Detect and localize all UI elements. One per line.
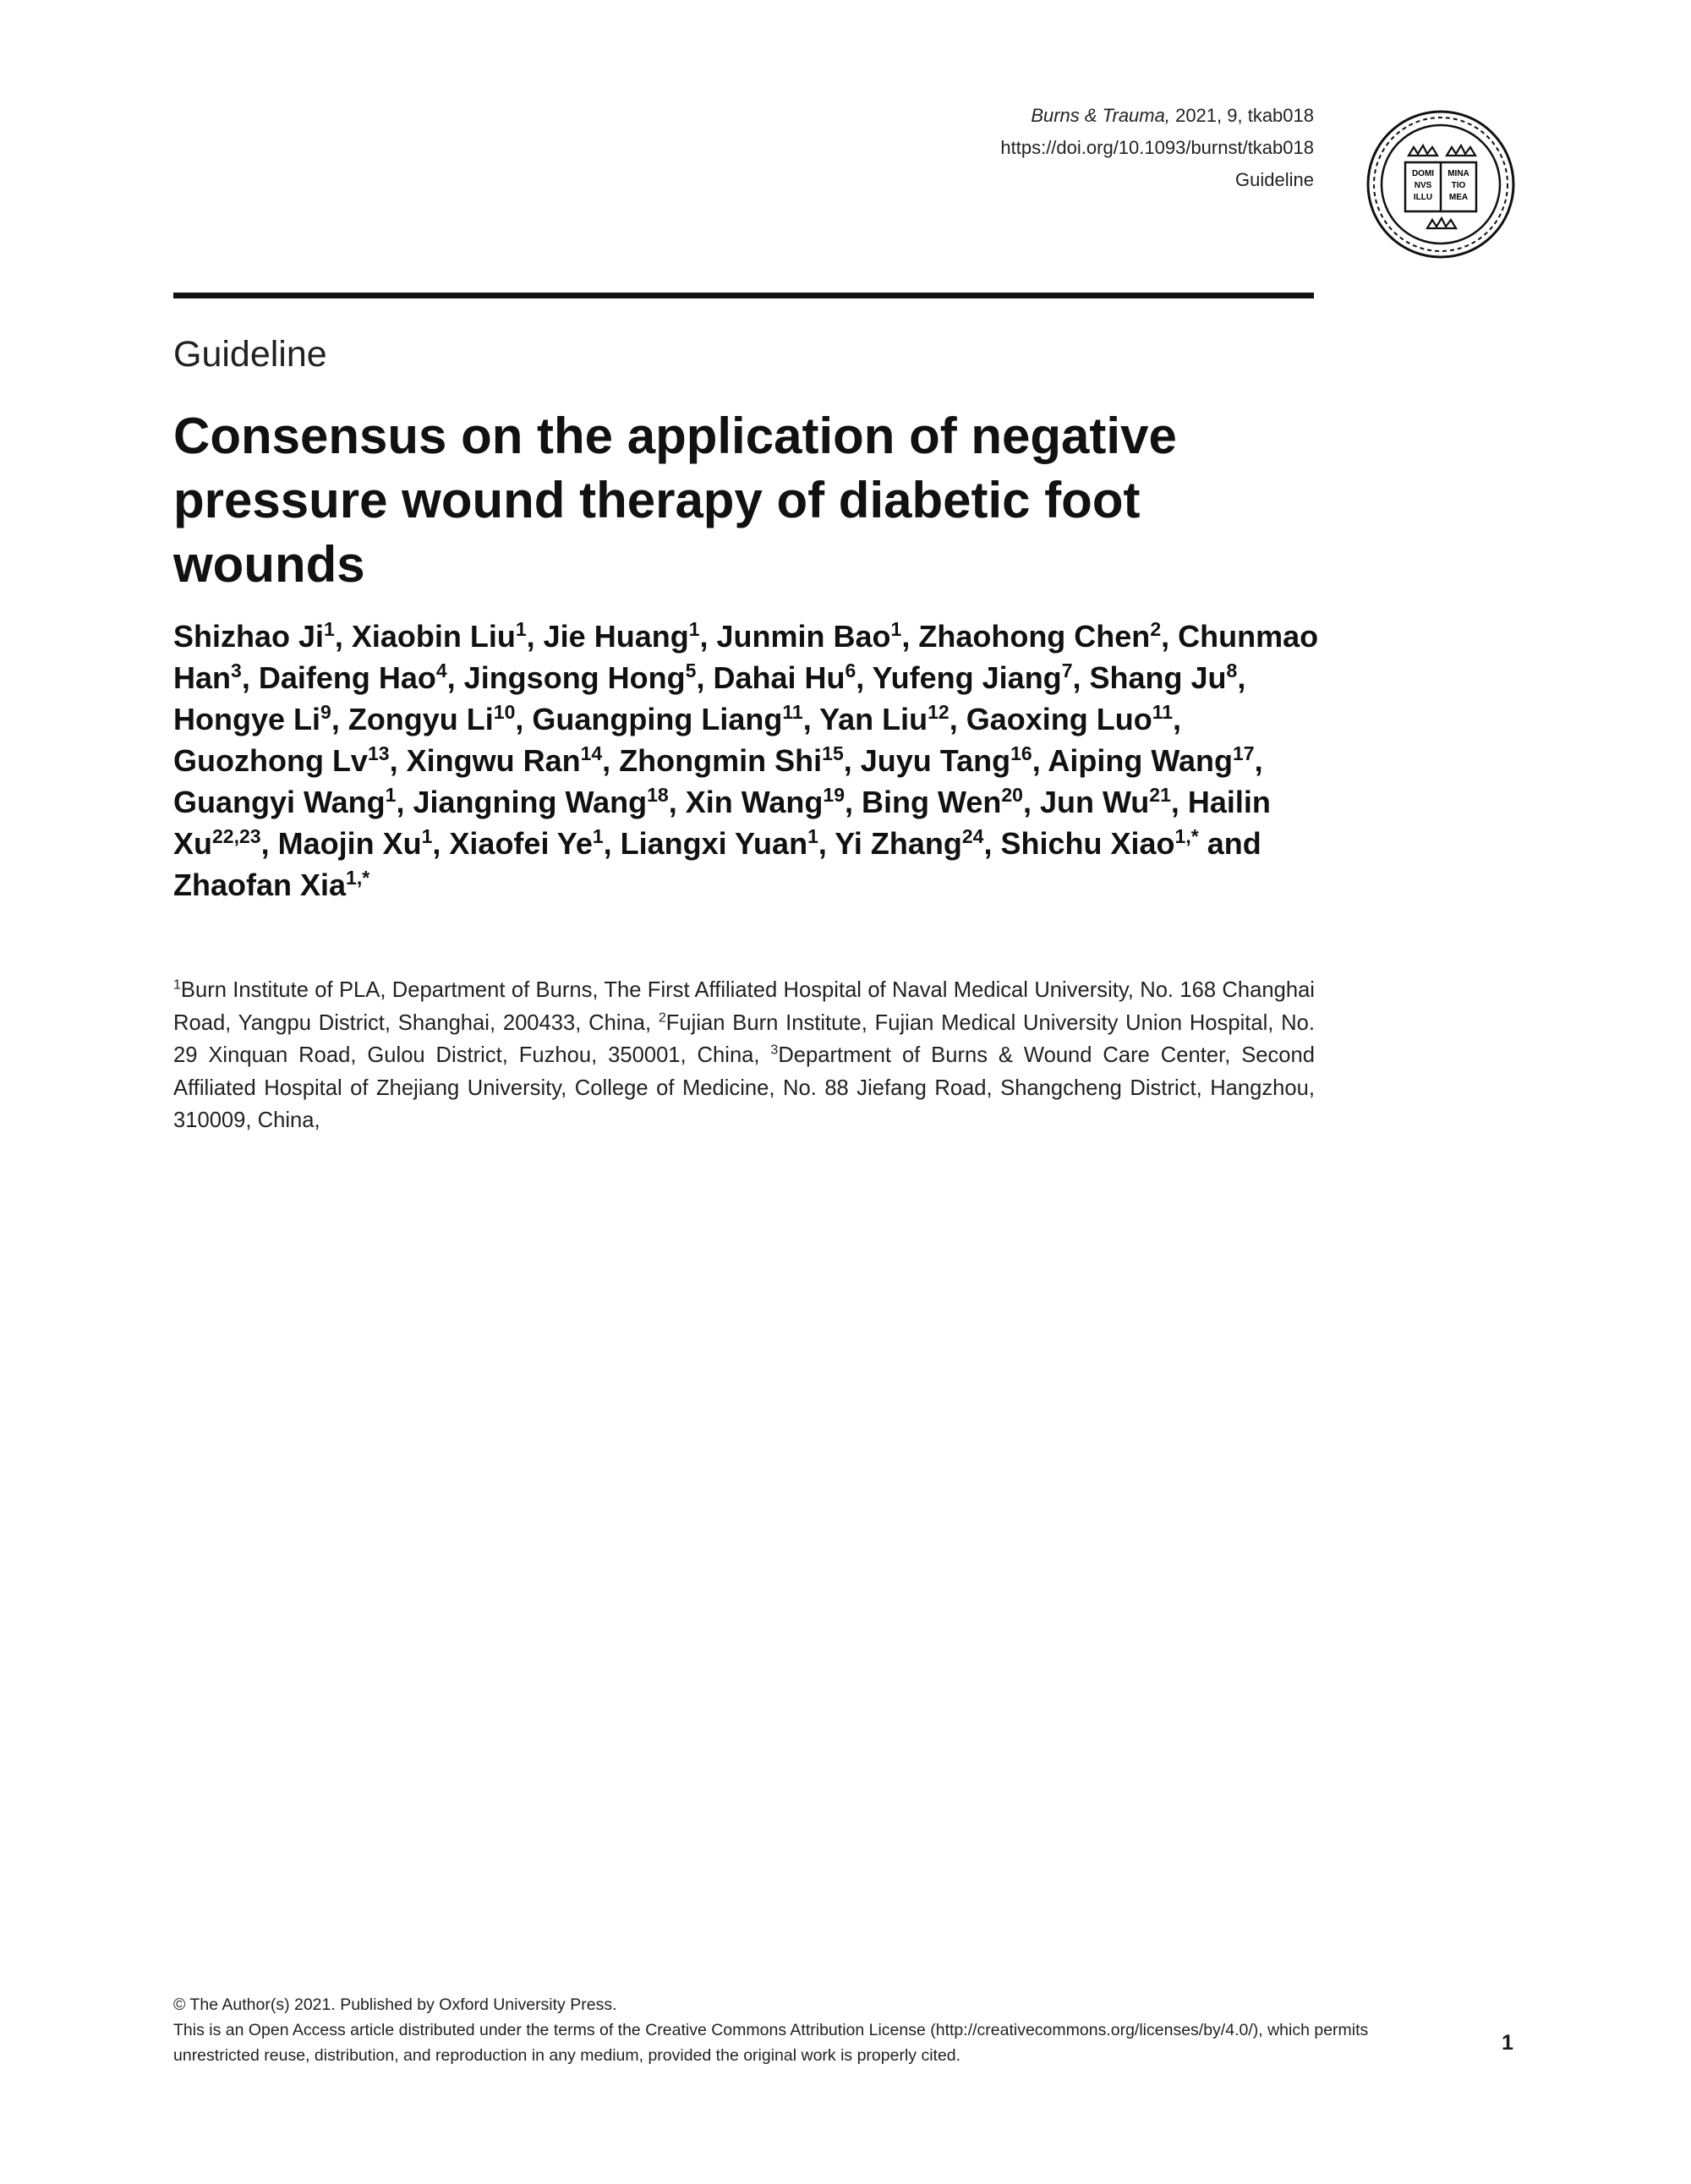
author-name: Daifeng Hao xyxy=(258,660,436,695)
author-name: Shizhao Ji xyxy=(173,619,325,654)
author-name: Guozhong Lv xyxy=(173,743,368,778)
author-name: Zhongmin Shi xyxy=(619,743,823,778)
author-name: Yufeng Jiang xyxy=(872,660,1062,695)
author-name: Maojin Xu xyxy=(277,826,422,861)
author-affiliation-marker: 12 xyxy=(928,701,949,723)
author-affiliation-marker: 1 xyxy=(592,825,604,847)
author-name: Zhaohong Chen xyxy=(918,619,1151,654)
author-name: Jie Huang xyxy=(543,619,689,654)
author-name: Liangxi Yuan xyxy=(620,826,808,861)
page-number: 1 xyxy=(1502,2031,1513,2055)
author-affiliation-marker: 1,* xyxy=(346,867,370,889)
author-name: Zongyu Li xyxy=(348,702,494,736)
affiliation-marker: 1 xyxy=(173,977,181,993)
volume-info: 2021, 9, tkab018 xyxy=(1169,105,1314,126)
author-name: Dahai Hu xyxy=(713,660,846,695)
author-name: Xiaobin Liu xyxy=(351,619,516,654)
author-name: Aiping Wang xyxy=(1048,743,1234,778)
article-type: Guideline xyxy=(1235,169,1314,190)
section-label: Guideline xyxy=(173,334,327,375)
author-name: Xiaofei Ye xyxy=(449,826,593,861)
author-affiliation-marker: 1 xyxy=(807,825,818,847)
author-name: Jun Wu xyxy=(1039,785,1150,819)
affiliation-text: Fujian Burn Institute, Fujian Medical University Union Hospital, No. 29 Xinquan Road, Gulou District, Fuzhou, 350001, China, xyxy=(173,1010,1315,1067)
seal-text-2: NVS xyxy=(1414,181,1432,190)
seal-text-6: MEA xyxy=(1448,193,1469,202)
author-affiliation-marker: 10 xyxy=(493,701,516,723)
author-affiliation-marker: 16 xyxy=(1010,742,1032,764)
footer xyxy=(173,1992,1450,2068)
citation-line xyxy=(1000,100,1314,132)
affiliation-text: Department of Burns & Wound Care Center, Second Affiliated Hospital of Zhejiang University, College of Medicine, No. 88 Jiefang Road, Shangcheng District, Hangzhou, 310009, China, xyxy=(173,1043,1315,1132)
author-affiliation-marker: 11 xyxy=(782,701,803,723)
journal-name: Burns & Trauma, xyxy=(1031,105,1170,126)
author-name: Xingwu Ran xyxy=(406,743,581,778)
author-list: Shizhao Ji$^1$, Xiaobin Liu$^1$, Jie Huang$^1$, Junmin Bao$^1$, Zhaohong Chen$^2$, Chunmao Han$^3$, Daifeng Hao$^4$, Jingsong Hong$^5$, Dahai Hu$^6$, Yufeng Jiang$^7$, Shang Ju$^8$, Hongye Li$^9$, Zongyu Li$^{10}$, Guangping Liang$^{11}$, Yan Liu$^{12}$, Gaoxing Luo$^{11}$, Guozhong Lv$^{13}$, Xingwu Ran$^{14}$, Zhongmin Shi$^{15}$, Juyu Tang$^{16}$, Aiping Wang$^{17}$, Guangyi Wang$^1$, Jiangning Wang$^{18}$, Xin Wang$^{19}$, Bing Wen$^{20}$, Jun Wu$^{21}$, Hailin Xu$^{22,23}$, Maojin Xu$^1$, Xiaofei Ye$^1$, Liangxi Yuan$^1$, Yi Zhang$^{24}$, Shichu Xiao$^{1,*}$ and Zhaofan Xia$^{1,*}$ xyxy=(173,618,1319,902)
author-conjunction: and xyxy=(1207,826,1261,861)
author-name: Yan Liu xyxy=(819,702,928,736)
author-affiliation-marker: 1 xyxy=(385,784,397,806)
author-affiliation-marker: 7 xyxy=(1061,660,1073,681)
author-affiliation-marker: 24 xyxy=(961,825,984,847)
article-title: Consensus on the application of negative pressure wound therapy of diabetic foot wounds xyxy=(173,408,1177,593)
affiliation-marker: 3 xyxy=(770,1043,779,1058)
author-name: Shichu Xiao xyxy=(1000,826,1175,861)
author-affiliation-marker: 13 xyxy=(367,742,390,764)
seal-text-1: DOMI xyxy=(1411,169,1435,178)
affiliation-text: Burn Institute of PLA, Department of Burns, The First Affiliated Hospital of Naval Medical University, No. 168 Changhai Road, Yangpu District, Shanghai, 200433, China, xyxy=(173,978,1315,1035)
author-affiliation-marker: 5 xyxy=(685,660,697,681)
author-affiliation-marker: 14 xyxy=(580,742,603,764)
header-rule xyxy=(173,293,1314,298)
author-affiliation-marker: 22,23 xyxy=(212,825,261,847)
author-name: Chunmao Han xyxy=(173,619,1319,695)
author-name: Bing Wen xyxy=(862,785,1002,819)
author-name: Jiangning Wang xyxy=(413,785,648,819)
seal-text-3: ILLU xyxy=(1413,193,1433,202)
author-name: Zhaofan Xia xyxy=(173,868,347,902)
author-name: Xin Wang xyxy=(685,785,824,819)
author-affiliation-marker: 8 xyxy=(1226,660,1238,681)
author-affiliation-marker: 18 xyxy=(647,784,669,806)
author-affiliation-marker: 3 xyxy=(231,660,242,681)
author-affiliation-marker: 2 xyxy=(1150,618,1162,640)
author-affiliation-marker: 1 xyxy=(324,618,335,640)
affiliations xyxy=(173,974,1315,1137)
seal-text-5: TIO xyxy=(1451,181,1466,190)
author-affiliation-marker: 1,* xyxy=(1174,825,1199,847)
author-name: Hailin Xu xyxy=(173,785,1271,861)
author-affiliation-marker: 11 xyxy=(1152,701,1174,723)
author-affiliation-marker: 21 xyxy=(1149,784,1171,806)
author-affiliation-marker: 1 xyxy=(688,618,700,640)
oxford-seal-logo xyxy=(1365,108,1517,260)
author-name: Juyu Tang xyxy=(860,743,1011,778)
author-affiliation-marker: 1 xyxy=(515,618,527,640)
author-name: Shang Ju xyxy=(1089,660,1227,695)
license-notice: This is an Open Access article distributed under the terms of the Creative Commons Attribution License (http://creativecommons.org/licenses/by/4.0/), which permits unrestricted reuse, distribution, and reproduction in any medium, provided the original work is properly cited. xyxy=(173,2021,1369,2065)
author-name: Guangping Liang xyxy=(532,702,783,736)
running-header xyxy=(1000,100,1314,196)
author-name: Gaoxing Luo xyxy=(966,702,1152,736)
author-affiliation-marker: 6 xyxy=(845,660,856,681)
affiliation-marker: 2 xyxy=(658,1010,666,1025)
author-name: Hongye Li xyxy=(173,702,321,736)
doi-link[interactable]: https://doi.org/10.1093/burnst/tkab018 xyxy=(1000,137,1314,158)
author-affiliation-marker: 1 xyxy=(890,618,902,640)
author-affiliation-marker: 1 xyxy=(421,825,433,847)
author-affiliation-marker: 15 xyxy=(822,742,844,764)
seal-text-4: MINA xyxy=(1447,169,1469,178)
author-affiliation-marker: 17 xyxy=(1233,742,1255,764)
copyright-notice: © The Author(s) 2021. Published by Oxford University Press. xyxy=(173,1995,617,2014)
author-name: Guangyi Wang xyxy=(173,785,386,819)
author-affiliation-marker: 20 xyxy=(1001,784,1023,806)
author-name: Junmin Bao xyxy=(716,619,891,654)
author-name: Yi Zhang xyxy=(835,826,962,861)
author-name: Jingsong Hong xyxy=(463,660,686,695)
author-affiliation-marker: 4 xyxy=(435,660,447,681)
author-affiliation-marker: 9 xyxy=(320,701,331,723)
author-affiliation-marker: 19 xyxy=(823,784,845,806)
